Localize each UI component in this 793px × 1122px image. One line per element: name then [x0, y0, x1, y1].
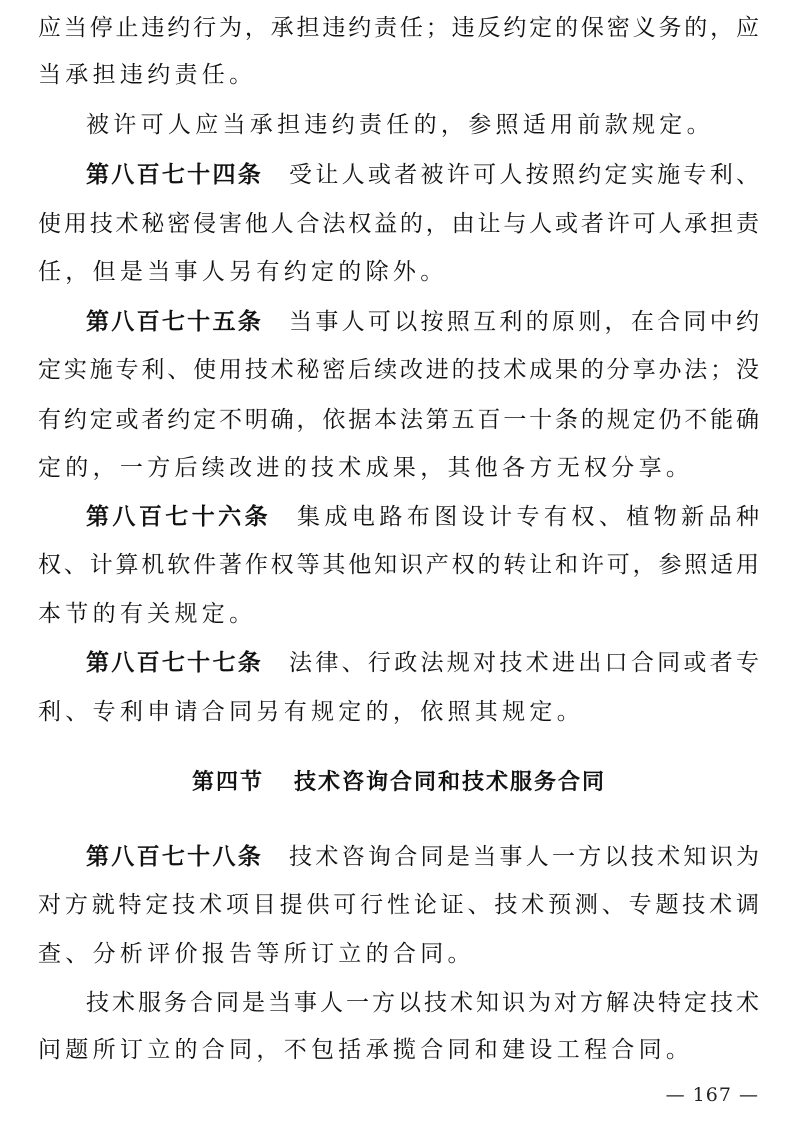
- paragraph-line: 查、分析评价报告等所订立的合同。: [38, 941, 475, 967]
- article-text: 技术咨询合同是当事人一方以技术知识为: [289, 844, 761, 870]
- page-number: — 167 —: [665, 1084, 759, 1106]
- paragraph-line: 任，但是当事人另有约定的除外。: [38, 259, 448, 285]
- article-874: [86, 155, 760, 195]
- article-text: 受让人或者被许可人按照约定实施专利、: [289, 162, 761, 188]
- paragraph-line: 定的，一方后续改进的技术成果，其他各方无权分享。: [38, 455, 694, 481]
- paragraph-line: 有约定或者约定不明确，依据本法第五百一十条的规定仍不能确: [38, 407, 760, 433]
- paragraph-line: 技术服务合同是当事人一方以技术知识为对方解决特定技术: [86, 990, 760, 1016]
- article-878: [86, 837, 760, 877]
- paragraph-line: 应当停止违约行为，承担违约责任；违反约定的保密义务的，应: [38, 15, 760, 41]
- article-heading: 第八百七十五条: [86, 309, 264, 335]
- article-heading: 第八百七十八条: [86, 844, 264, 870]
- article-heading: 第八百七十七条: [86, 650, 264, 676]
- paragraph-line: 定实施专利、使用技术秘密后续改进的技术成果的分享办法；没: [38, 357, 760, 383]
- article-text: 法律、行政法规对技术进出口合同或者专: [289, 650, 761, 676]
- article-text: 集成电路布图设计专有权、植物新品种: [297, 504, 761, 530]
- paragraph-line: 利、专利申请合同另有规定的，依照其规定。: [38, 699, 584, 725]
- article-heading: 第八百七十四条: [86, 162, 264, 188]
- article-text: 当事人可以按照互利的原则，在合同中约: [289, 309, 761, 335]
- paragraph-line: 本节的有关规定。: [38, 601, 257, 627]
- paragraph-line: 被许可人应当承担违约责任的，参照适用前款规定。: [86, 112, 714, 138]
- section-number: 第四节: [191, 769, 264, 795]
- paragraph-line: 使用技术秘密侵害他人合法权益的，由让与人或者许可人承担责: [38, 211, 760, 237]
- article-877: [86, 643, 760, 683]
- article-876: [86, 497, 760, 537]
- paragraph-line: 当承担违约责任。: [38, 62, 257, 88]
- article-heading: 第八百七十六条: [86, 504, 272, 530]
- section-heading: [38, 762, 760, 802]
- paragraph-line: 问题所订立的合同，不包括承揽合同和建设工程合同。: [38, 1037, 694, 1063]
- section-title: 技术咨询合同和技术服务合同: [294, 769, 607, 795]
- paragraph-line: 权、计算机软件著作权等其他知识产权的转让和许可，参照适用: [38, 552, 760, 578]
- paragraph-line: 对方就特定技术项目提供可行性论证、技术预测、专题技术调: [38, 892, 760, 918]
- article-875: [86, 302, 760, 342]
